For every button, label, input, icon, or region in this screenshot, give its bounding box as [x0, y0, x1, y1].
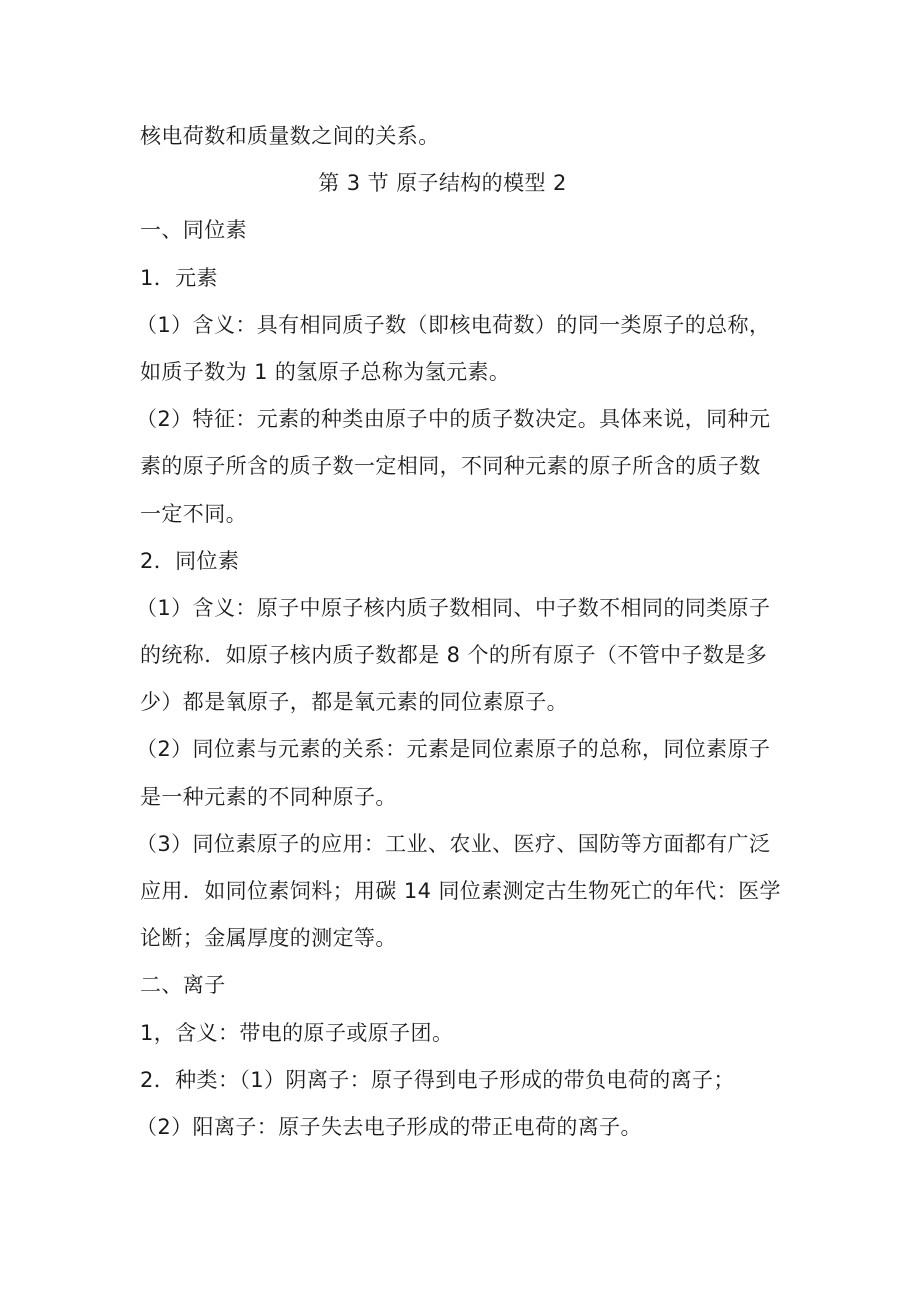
subheading-isotope: 2．同位素 — [140, 548, 240, 573]
element-feature-line-2: 素的原子所含的质子数一定相同，不同种元素的原子所含的质子数 — [140, 454, 761, 479]
isotope-application-line-2: 应用．如同位素饲料；用碳 14 同位素测定古生物死亡的年代：医学 — [140, 879, 781, 903]
isotope-relation-line-1: （2）同位素与元素的关系：元素是同位素原子的总称，同位素原子 — [136, 737, 771, 762]
element-definition-line-1: （1）含义：具有相同质子数（即核电荷数）的同一类原子的总称， — [136, 312, 771, 337]
element-feature-line-1: （2）特征：元素的种类由原子中的质子数决定。具体来说，同种元 — [136, 407, 771, 432]
isotope-definition-line-3: 少）都是氧原子，都是氧元素的同位素原子。 — [140, 690, 568, 715]
section-title: 第 3 节 原子结构的模型 2 — [318, 171, 567, 196]
isotope-relation-line-2: 是一种元素的不同种原子。 — [140, 784, 397, 809]
document-page — [136, 113, 785, 1151]
heading-ion: 二、离子 — [140, 973, 226, 998]
ion-types-line-1: 2．种类：（1）阴离子：原子得到电子形成的带负电荷的离子； — [140, 1067, 735, 1092]
paragraph-continuation: 核电荷数和质量数之间的关系。 — [140, 124, 440, 148]
isotope-definition-line-1: （1）含义：原子中原子核内质子数相同、中子数不相同的同类原子 — [136, 595, 771, 620]
ion-definition: 1，含义：带电的原子或原子团。 — [140, 1020, 454, 1045]
isotope-application-line-3: 论断；金属厚度的测定等。 — [140, 926, 397, 951]
subheading-element: 1．元素 — [140, 265, 218, 290]
element-feature-line-3: 一定不同。 — [140, 501, 247, 526]
isotope-application-line-1: （3）同位素原子的应用：工业、农业、医疗、国防等方面都有广泛 — [136, 831, 771, 856]
heading-isotope: 一、同位素 — [140, 218, 247, 243]
element-definition-line-2: 如质子数为 1 的氢原子总称为氢元素。 — [140, 359, 511, 384]
isotope-definition-line-2: 的统称．如原子核内质子数都是 8 个的所有原子（不管中子数是多 — [140, 643, 768, 668]
ion-types-line-2: （2）阳离子：原子失去电子形成的带正电荷的离子。 — [136, 1114, 642, 1139]
